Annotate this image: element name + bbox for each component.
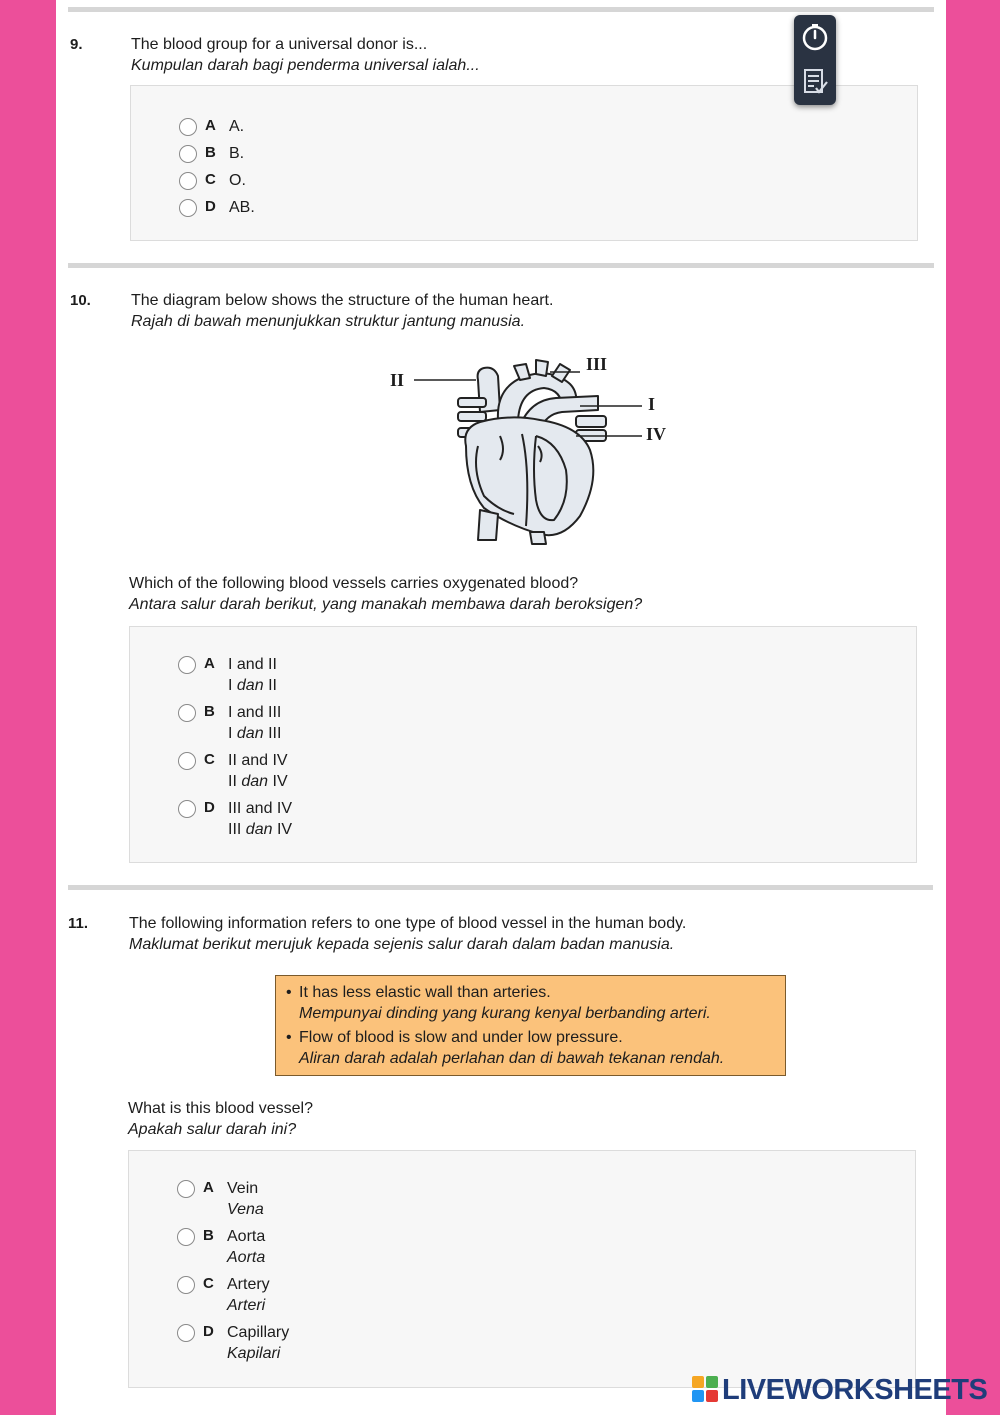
- option-label: A.: [229, 118, 245, 135]
- option-ms-part: dan: [236, 725, 264, 742]
- option-letter: D: [205, 198, 216, 215]
- logo-tiles-icon: [692, 1376, 720, 1402]
- option-label: [227, 1322, 289, 1364]
- question-prompt-ms: Antara salur darah berikut, yang manakah membawa darah beroksigen?: [129, 596, 643, 613]
- question-text-ms: Kumpulan darah bagi penderma universal ialah...: [131, 57, 480, 74]
- option-label: [228, 654, 277, 696]
- radio-button[interactable]: [177, 1324, 195, 1342]
- option-label-en: Artery: [227, 1276, 270, 1293]
- option-ms-part: IV: [276, 821, 293, 838]
- option-label-en: Capillary: [227, 1324, 290, 1341]
- radio-button[interactable]: [179, 199, 197, 217]
- option-ms-part: II: [268, 677, 277, 694]
- timer-button[interactable]: [800, 22, 830, 52]
- option-label-ms: Aorta: [227, 1249, 266, 1266]
- option-letter: A: [204, 655, 215, 672]
- option-ms-part: I: [228, 725, 233, 742]
- check-answers-button[interactable]: [800, 67, 830, 97]
- option-ms-part: II: [228, 773, 237, 790]
- aorta-branch: [536, 360, 548, 376]
- logo-tile: [692, 1376, 704, 1388]
- question-text-ms: Maklumat berikut merujuk kepada sejenis salur darah dalam badan manusia.: [129, 936, 675, 953]
- radio-button[interactable]: [179, 172, 197, 190]
- option-label-ms: Kapilari: [227, 1345, 281, 1362]
- option-label: [228, 702, 281, 744]
- question-text: [131, 34, 480, 76]
- right-side-band: [946, 0, 1000, 1415]
- option-letter: A: [203, 1179, 214, 1196]
- answer-options-box: [128, 1150, 916, 1388]
- info-bullet: • Flow of blood is slow and under low pressure.: [286, 1029, 623, 1046]
- option-label-en: II and IV: [228, 752, 288, 769]
- option-letter: C: [205, 171, 216, 188]
- question-prompt-ms: Apakah salur darah ini?: [128, 1121, 297, 1138]
- option-letter: B: [203, 1227, 214, 1244]
- answer-options-box: [129, 626, 917, 863]
- option-label-en: I and III: [228, 704, 282, 721]
- option-label-ms: Arteri: [227, 1297, 266, 1314]
- option-ms-part: I: [228, 677, 233, 694]
- heart-drawing: [380, 350, 680, 550]
- option-label: AB.: [229, 199, 255, 216]
- question-text-en: The diagram below shows the structure of the human heart.: [131, 292, 554, 309]
- option-label-en: I and II: [228, 656, 277, 673]
- section-divider: [68, 263, 934, 268]
- check-answers-icon: [800, 67, 830, 97]
- pulmonary-artery-branch: [576, 416, 606, 427]
- answer-options-box: [130, 85, 918, 241]
- radio-button[interactable]: [178, 752, 196, 770]
- logo-tile: [706, 1390, 718, 1402]
- left-side-band: [0, 0, 56, 1415]
- heart-diagram: [380, 350, 680, 550]
- question-number: 10.: [70, 292, 91, 309]
- option-letter: A: [205, 117, 216, 134]
- timer-icon: [800, 22, 830, 52]
- radio-button[interactable]: [177, 1276, 195, 1294]
- option-label-en: Vein: [227, 1180, 259, 1197]
- radio-button[interactable]: [178, 656, 196, 674]
- option-letter: C: [203, 1275, 214, 1292]
- option-ms-part: dan: [245, 821, 273, 838]
- pulmonary-vein: [458, 398, 486, 407]
- section-divider: [68, 885, 933, 890]
- liveworksheets-logo[interactable]: [692, 1374, 987, 1408]
- floating-toolbar: [794, 15, 836, 105]
- question-number: 9.: [70, 36, 83, 53]
- option-letter: C: [204, 751, 215, 768]
- option-ms-part: III: [268, 725, 282, 742]
- option-ms-part: III: [228, 821, 242, 838]
- question-text: [131, 290, 553, 332]
- logo-text: LIVEWORKSHEETS: [722, 1374, 988, 1406]
- question-number: 11.: [68, 915, 89, 932]
- option-ms-part: dan: [241, 773, 269, 790]
- section-divider: [68, 7, 934, 12]
- option-label-ms: Vena: [227, 1201, 264, 1218]
- option-letter: D: [204, 799, 215, 816]
- label-ii: II: [390, 370, 405, 390]
- info-box: [275, 975, 786, 1076]
- option-ms-part: dan: [236, 677, 264, 694]
- logo-tile: [706, 1376, 718, 1388]
- option-label: O.: [229, 172, 246, 189]
- question-prompt-en: Which of the following blood vessels carries oxygenated blood?: [129, 575, 579, 592]
- label-iv: IV: [646, 424, 667, 444]
- pulmonary-vein: [458, 412, 486, 421]
- question-text: [129, 913, 686, 955]
- question-text-en: The blood group for a universal donor is...: [131, 36, 428, 53]
- info-text-en: Flow of blood is slow and under low pressure.: [299, 1029, 623, 1046]
- info-bullet: • It has less elastic wall than arteries.: [286, 984, 551, 1001]
- radio-button[interactable]: [179, 145, 197, 163]
- label-i: I: [648, 394, 656, 414]
- radio-button[interactable]: [178, 704, 196, 722]
- aorta-branch: [514, 364, 530, 380]
- option-letter: D: [203, 1323, 214, 1340]
- radio-button[interactable]: [178, 800, 196, 818]
- question-prompt: [129, 573, 642, 615]
- info-text-ms: Mempunyai dinding yang kurang kenyal berbanding arteri.: [299, 1005, 711, 1022]
- option-letter: B: [204, 703, 215, 720]
- logo-tile: [692, 1390, 704, 1402]
- radio-button[interactable]: [177, 1180, 195, 1198]
- option-label-en: III and IV: [228, 800, 293, 817]
- question-prompt: [128, 1098, 313, 1140]
- radio-button[interactable]: [177, 1228, 195, 1246]
- option-label: [227, 1226, 265, 1268]
- option-label: [227, 1178, 264, 1220]
- option-letter: B: [205, 144, 216, 161]
- info-text-ms: Aliran darah adalah perlahan dan di bawah tekanan rendah.: [299, 1050, 725, 1067]
- radio-button[interactable]: [179, 118, 197, 136]
- descending-aorta: [530, 532, 546, 544]
- question-text-en: The following information refers to one type of blood vessel in the human body.: [129, 915, 687, 932]
- label-iii: III: [586, 354, 608, 374]
- option-label: [228, 798, 292, 840]
- question-text-ms: Rajah di bawah menunjukkan struktur jantung manusia.: [131, 313, 526, 330]
- option-label-en: Aorta: [227, 1228, 266, 1245]
- question-prompt-en: What is this blood vessel?: [128, 1100, 313, 1117]
- vena-cava: [478, 510, 498, 540]
- info-text-en: It has less elastic wall than arteries.: [299, 984, 551, 1001]
- option-label: B.: [229, 145, 245, 162]
- option-label: [228, 750, 288, 792]
- option-ms-part: IV: [272, 773, 288, 790]
- option-label: [227, 1274, 270, 1316]
